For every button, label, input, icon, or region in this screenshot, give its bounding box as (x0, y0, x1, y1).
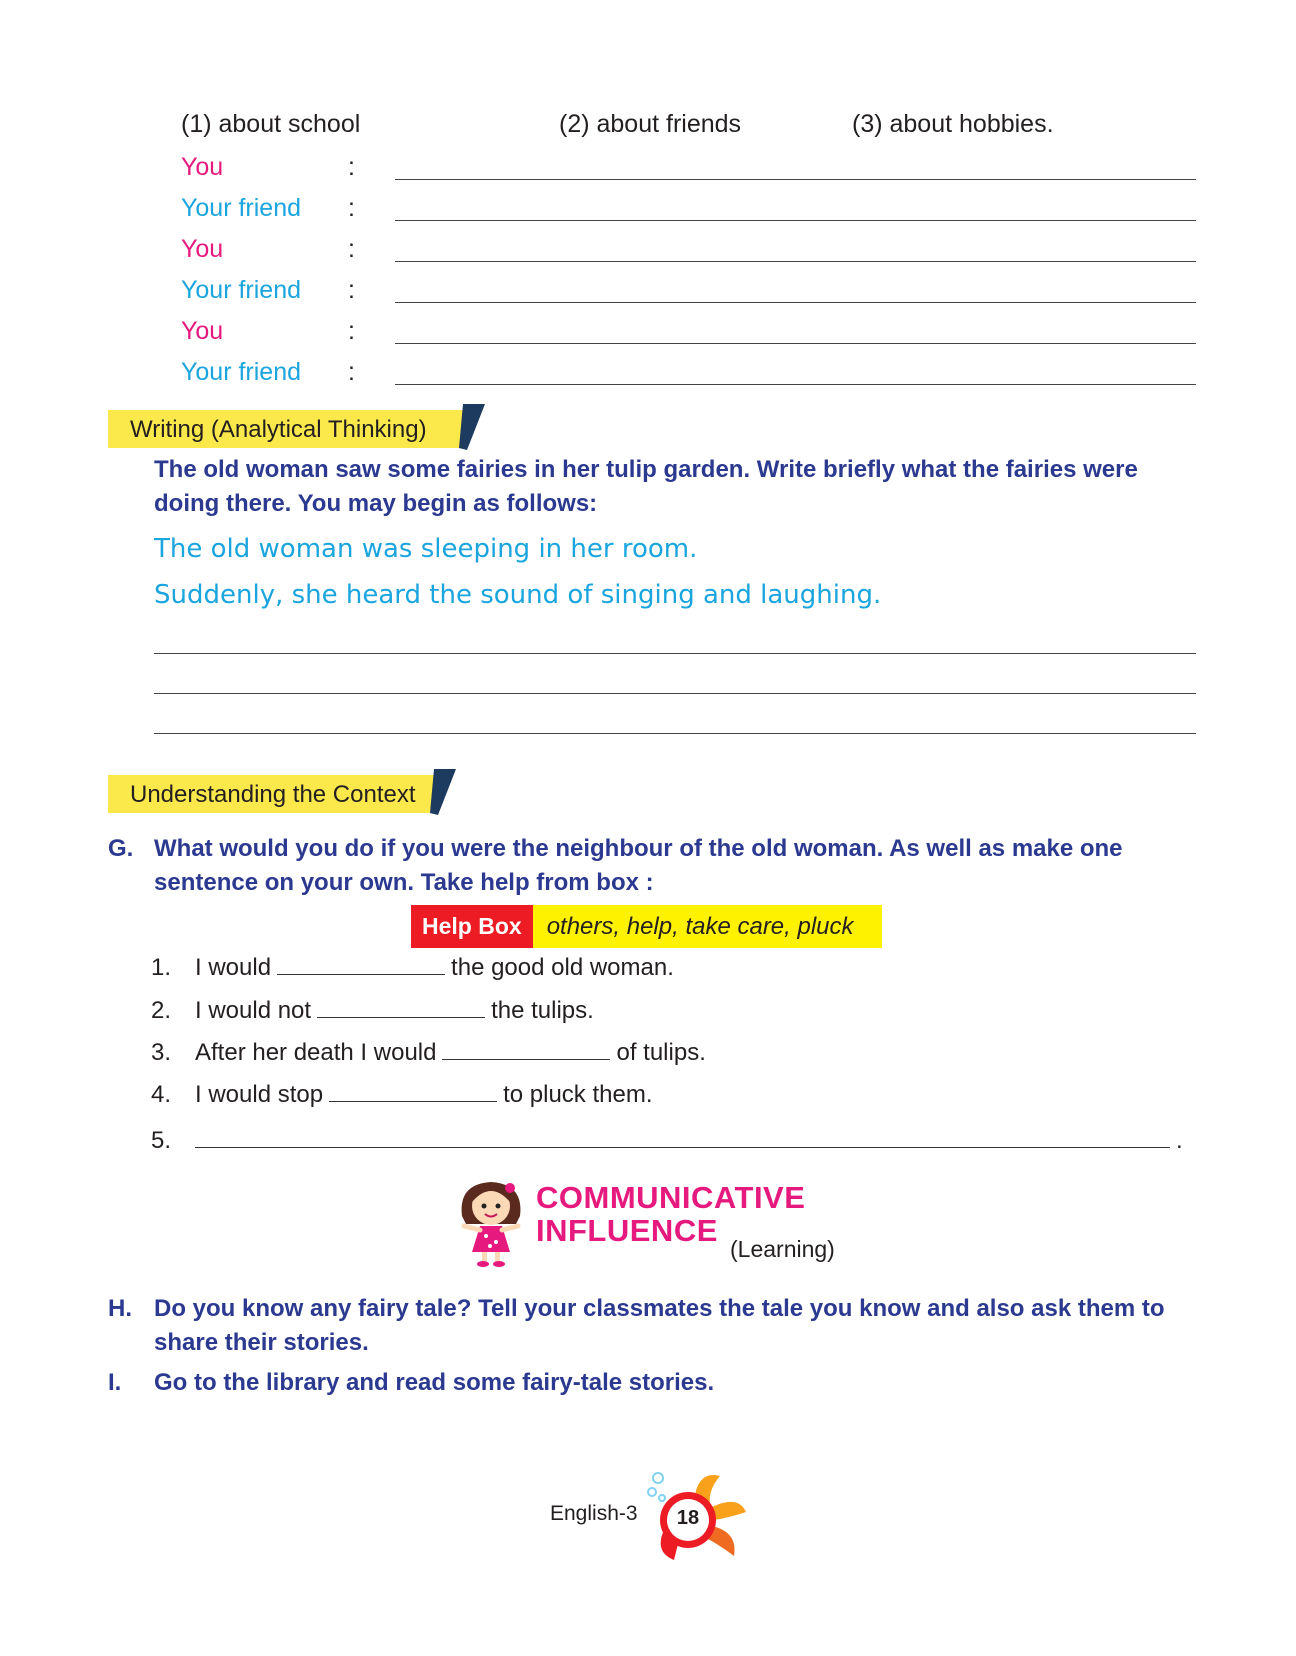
speaker-label: You (181, 235, 224, 263)
item-number: 1. (151, 954, 172, 981)
section-subtitle: (Learning) (730, 1236, 835, 1262)
answer-line[interactable] (395, 179, 1196, 180)
speaker-label: Your friend (181, 194, 301, 222)
section-tag-label: Writing (Analytical Thinking) (130, 416, 427, 443)
writing-line[interactable] (154, 653, 1196, 654)
colon: : (348, 235, 355, 263)
story-starter-2: Suddenly, she heard the sound of singing and laughing. (154, 580, 882, 610)
colon: : (348, 276, 355, 304)
item-number: 4. (151, 1081, 172, 1108)
page-number: 18 (676, 1507, 700, 1529)
help-box (411, 905, 882, 948)
item-text-after: of tulips. (616, 1039, 706, 1066)
section-title-communicative: COMMUNICATIVE (536, 1180, 806, 1215)
list-item (151, 997, 594, 1025)
dialogue-row (181, 276, 1196, 312)
writing-prompt: The old woman saw some fairies in her tulip garden. Write briefly what the fairies were doing there. You may begin as follows: (154, 456, 1138, 517)
item-text-after: the tulips. (491, 997, 594, 1024)
list-item (151, 954, 674, 982)
dialogue-row (181, 317, 1196, 353)
topic-school: (1) about school (181, 110, 361, 138)
dialogue-row (181, 153, 1196, 189)
item-number: 2. (151, 997, 172, 1024)
section-tag-writing (108, 410, 488, 448)
question-label-h: H. (108, 1295, 132, 1322)
fill-blank[interactable] (442, 1041, 610, 1060)
colon: : (348, 194, 355, 222)
list-item (151, 1081, 652, 1109)
tag-flag-icon (430, 769, 458, 815)
fill-blank[interactable] (277, 956, 445, 975)
question-label-i: I. (108, 1369, 122, 1396)
answer-line[interactable] (395, 220, 1196, 221)
item-text-before: I would not (195, 997, 312, 1024)
help-box-label: Help Box (411, 905, 533, 948)
topic-friends: (2) about friends (559, 110, 742, 138)
answer-line[interactable] (395, 343, 1196, 344)
colon: : (348, 153, 355, 181)
item-text-before: I would stop (195, 1081, 324, 1108)
colon: : (348, 317, 355, 345)
fill-blank[interactable] (329, 1083, 497, 1102)
help-box-words: others, help, take care, pluck (533, 905, 882, 948)
section-tag-label: Understanding the Context (130, 781, 416, 808)
speaker-label: You (181, 153, 224, 181)
writing-line[interactable] (154, 693, 1196, 694)
item-end-punct: . (1176, 1127, 1183, 1154)
item-number: 3. (151, 1039, 172, 1066)
speaker-label: Your friend (181, 276, 301, 304)
answer-line[interactable] (395, 302, 1196, 303)
item-text-before: I would (195, 954, 272, 981)
tag-flag-icon (459, 404, 487, 450)
dialogue-row (181, 194, 1196, 230)
story-starter-1: The old woman was sleeping in her room. (154, 534, 698, 564)
dialogue-row (181, 358, 1196, 394)
question-h: Do you know any fairy tale? Tell your classmates the tale you know and also ask them to share their stories. (154, 1295, 1165, 1356)
item-number: 5. (151, 1127, 172, 1154)
question-i: Go to the library and read some fairy-tale stories. (154, 1369, 715, 1396)
speaker-label: You (181, 317, 224, 345)
topic-hobbies: (3) about hobbies. (852, 110, 1054, 138)
question-label-g: G. (108, 835, 134, 862)
list-item (151, 1039, 706, 1067)
item-text-before: After her death I would (195, 1039, 437, 1066)
item-text-after: the good old woman. (451, 954, 674, 981)
list-item (151, 1127, 1183, 1155)
fill-blank[interactable] (317, 999, 485, 1018)
speaker-label: Your friend (181, 358, 301, 386)
answer-line[interactable] (395, 261, 1196, 262)
colon: : (348, 358, 355, 386)
fill-blank[interactable] (195, 1129, 1170, 1148)
item-text-after: to pluck them. (503, 1081, 653, 1108)
section-title-influence: INFLUENCE (536, 1213, 718, 1248)
footer-book-name: English-3 (550, 1502, 638, 1525)
question-g: What would you do if you were the neighbour of the old woman. As well as make one sentence on your own. Take help from box : (154, 835, 1123, 896)
girl-mascot-icon (452, 1176, 530, 1268)
section-tag-context (108, 775, 458, 813)
dialogue-row (181, 235, 1196, 271)
answer-line[interactable] (395, 384, 1196, 385)
writing-line[interactable] (154, 733, 1196, 734)
